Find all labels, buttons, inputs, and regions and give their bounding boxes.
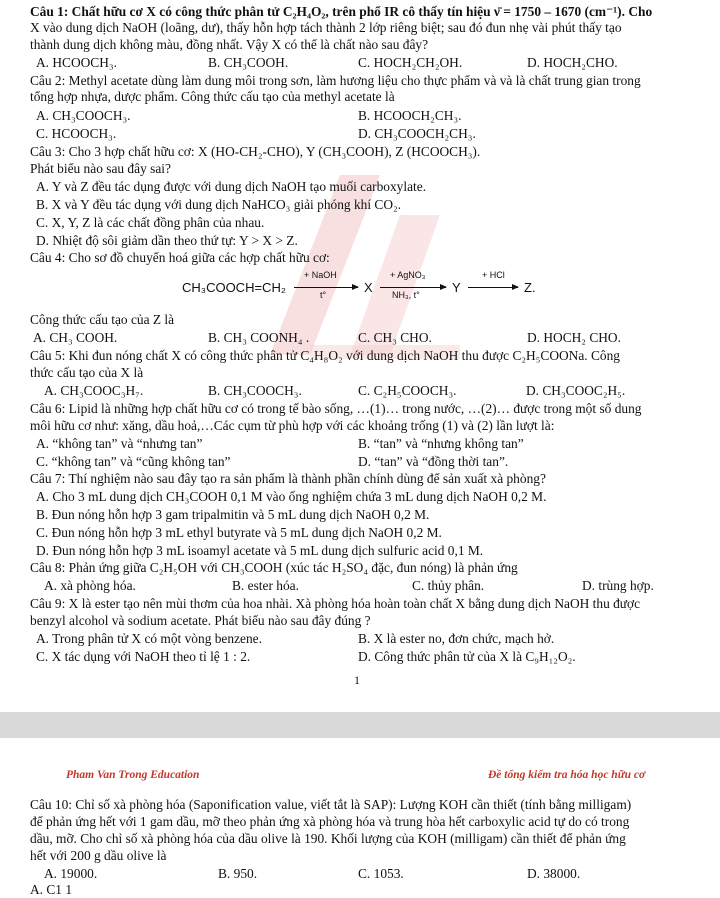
- q1-option-b[interactable]: B. CH₃COOH.: [208, 55, 289, 70]
- q10-text-line3: dầu, mỡ. Cho chỉ số xà phòng hóa của dầu olive là 190. Khối lượng của KOH (milligam) cần thiết để phản ứng: [30, 831, 626, 846]
- scheme-reagent-3: + HCl: [482, 270, 505, 280]
- q6-option-a[interactable]: A. “không tan” và “nhưng tan”: [36, 436, 203, 451]
- q5-option-c[interactable]: C. C₂H₅COOCH₃.: [358, 383, 457, 398]
- page-number: 1: [354, 673, 360, 687]
- q4-text-line2: Công thức cấu tạo của Z là: [30, 312, 175, 327]
- scheme-reagent-2: + AgNO₃: [390, 270, 426, 280]
- scheme-z: Z.: [524, 280, 536, 295]
- q4-option-b[interactable]: B. CH₃ COONH₄ .: [208, 330, 310, 345]
- scheme-start-compound: CH₃COOCH=CH₂: [182, 280, 286, 295]
- scheme-reagent-1: + NaOH: [304, 270, 337, 280]
- q5-text-line1: Câu 5: Khi đun nóng chất X có công thức phân tử C₄H₈O₂ với dung dịch NaOH thu được C₂H₅COONa. Công: [30, 348, 620, 363]
- q4-text-line1: Câu 4: Cho sơ đồ chuyển hoá giữa các hợp chất hữu cơ:: [30, 250, 330, 265]
- q7-option-b[interactable]: B. Đun nóng hỗn hợp 3 gam tripalmitin và 5 mL dung dịch NaOH 0,2 M.: [36, 507, 430, 522]
- q8-option-d[interactable]: D. trùng hợp.: [582, 578, 654, 593]
- q9-text-line2: benzyl alcohol và sodium acetate. Phát biểu nào sau đây đúng ?: [30, 613, 371, 628]
- scheme-y: Y: [452, 280, 461, 295]
- q1-stem: Câu 1: Chất hữu cơ X có công thức phân tử C₂H₄O₂, trên phổ IR cô thấy tín hiệu ν̄ = 1750 – 1670 (cm⁻¹). Cho: [30, 4, 653, 19]
- q5-option-d[interactable]: D. CH₃COOC₂H₅.: [526, 383, 626, 398]
- q8-option-a[interactable]: A. xà phòng hóa.: [44, 578, 136, 593]
- q3-text-line2: Phát biểu nào sau đây sai?: [30, 161, 171, 176]
- scheme-x: X: [364, 280, 373, 295]
- q4-option-a[interactable]: A. CH₃ COOH.: [33, 330, 118, 345]
- page-gap: [0, 712, 720, 738]
- q11-partial-line: A. C1 1: [30, 882, 73, 897]
- q3-option-a[interactable]: A. Y và Z đều tác dụng được với dung dịch NaOH tạo muối carboxylate.: [36, 179, 427, 194]
- q7-option-c[interactable]: C. Đun nóng hỗn hợp 3 mL ethyl butyrate và 5 mL dung dịch NaOH 0,2 M.: [36, 525, 442, 540]
- q4-option-d[interactable]: D. HOCH₂ CHO.: [527, 330, 621, 345]
- q5-text-line2: thức cấu tạo của X là: [30, 365, 144, 380]
- scheme-condition-1: t°: [320, 290, 327, 300]
- q10-option-d[interactable]: D. 38000.: [527, 866, 581, 881]
- q1-option-c[interactable]: C. HOCH₂CH₂OH.: [358, 55, 463, 70]
- q9-option-c[interactable]: C. X tác dụng với NaOH theo tỉ lệ 1 : 2.: [36, 649, 251, 664]
- q9-option-a[interactable]: A. Trong phân tử X có một vòng benzene.: [36, 631, 262, 646]
- q2-option-d[interactable]: D. CH₃COOCH₂CH₃.: [358, 126, 476, 141]
- q3-option-c[interactable]: C. X, Y, Z là các chất đồng phân của nhau.: [36, 215, 265, 230]
- q10-text-line4: hết với 200 g dầu olive là: [30, 848, 167, 863]
- q9-option-d[interactable]: D. Công thức phân tử của X là C₉H₁₂O₂.: [358, 649, 576, 664]
- header-left: Pham Van Trong Education: [66, 769, 200, 781]
- scheme-condition-2: NH₃, t°: [392, 290, 420, 300]
- q1-option-d[interactable]: D. HOCH₂CHO.: [527, 55, 618, 70]
- q1-text-line2: X vào dung dịch NaOH (loãng, dư), thấy hỗn hợp tách thành 2 lớp riêng biệt; sau đó đun nhẹ vài phút thấy tạo: [30, 20, 622, 35]
- q6-option-b[interactable]: B. “tan” và “nhưng không tan”: [358, 436, 524, 451]
- q1-text-line1: [30, 4, 702, 20]
- q9-text-line1: Câu 9: X là ester tạo nên mùi thơm của hoa nhài. Xà phòng hóa hoàn toàn chất X bằng dung dịch NaOH thu được: [30, 596, 641, 611]
- q8-option-b[interactable]: B. ester hóa.: [232, 578, 299, 593]
- q2-option-b[interactable]: B. HCOOCH₂CH₃.: [358, 108, 462, 123]
- q10-text-line2: để phản ứng hết với 1 gam dầu, mỡ theo phản ứng xà phòng hóa và trung hòa hết carboxylic acid tự do có trong: [30, 814, 630, 829]
- q7-option-d[interactable]: D. Đun nóng hỗn hợp 3 mL isoamyl acetate và 5 mL dung dịch sulfuric acid 0,1 M.: [36, 543, 484, 558]
- q7-option-a[interactable]: A. Cho 3 mL dung dịch CH₃COOH 0,1 M vào ống nghiệm chứa 3 mL dung dịch NaOH 0,2 M.: [36, 489, 547, 504]
- q6-text-line2: môi hữu cơ như: xăng, dầu hoả,…Các cụm từ phù hợp với các khoảng trống (1) và (2) lần lượt là:: [30, 418, 555, 433]
- q3-option-d[interactable]: D. Nhiệt độ sôi giảm dần theo thứ tự: Y > X > Z.: [36, 233, 298, 248]
- q1-text-line3: thành dung dịch không màu, đồng nhất. Vậy X có thể là chất nào sau đây?: [30, 37, 429, 52]
- q5-option-a[interactable]: A. CH₃COOC₃H₇.: [44, 383, 144, 398]
- q5-option-b[interactable]: B. CH₃COOCH₃.: [208, 383, 302, 398]
- q8-option-c[interactable]: C. thủy phân.: [412, 578, 485, 593]
- q8-text-line1: Câu 8: Phản ứng giữa C₂H₅OH với CH₃COOH (xúc tác H₂SO₄ đặc, đun nóng) là phản ứng: [30, 560, 518, 575]
- q2-text-line2: tổng hợp nhựa, dược phẩm. Công thức cấu tạo của methyl acetate là: [30, 89, 395, 104]
- q2-text-line1: Câu 2: Methyl acetate dùng làm dung môi trong sơn, làm hương liệu cho thực phẩm và và là chất trung gian trong: [30, 73, 641, 88]
- q10-option-a[interactable]: A. 19000.: [44, 866, 98, 881]
- q10-option-c[interactable]: C. 1053.: [358, 866, 404, 881]
- q6-option-c[interactable]: C. “không tan” và “cũng không tan”: [36, 454, 231, 469]
- q10-option-b[interactable]: B. 950.: [218, 866, 258, 881]
- q9-option-b[interactable]: B. X là ester no, đơn chức, mạch hở.: [358, 631, 555, 646]
- q2-option-c[interactable]: C. HCOOCH₃.: [36, 126, 117, 141]
- arrow-2: [380, 287, 446, 288]
- arrow-1: [294, 287, 358, 288]
- q4-option-c[interactable]: C. CH₃ CHO.: [358, 330, 432, 345]
- q2-option-a[interactable]: A. CH₃COOCH₃.: [36, 108, 131, 123]
- q1-option-a[interactable]: A. HCOOCH₃.: [36, 55, 117, 70]
- arrow-3: [468, 287, 518, 288]
- q6-text-line1: Câu 6: Lipid là những hợp chất hữu cơ có trong tế bào sống, …(1)… trong nước, …(2)… được trong một số dung: [30, 401, 642, 416]
- q3-text-line1: Câu 3: Cho 3 hợp chất hữu cơ: X (HO-CH₂-CHO), Y (CH₃COOH), Z (HCOOCH₃).: [30, 144, 481, 159]
- q3-option-b[interactable]: B. X và Y đều tác dụng với dung dịch NaHCO₃ giải phóng khí CO₂.: [36, 197, 402, 212]
- q10-text-line1: Câu 10: Chỉ số xà phòng hóa (Saponification value, viết tắt là SAP): Lượng KOH cần thiết (tính bằng milligam): [30, 797, 632, 812]
- q6-option-d[interactable]: D. “tan” và “đồng thời tan”.: [358, 454, 509, 469]
- header-right: Đề tổng kiểm tra hóa học hữu cơ: [488, 769, 646, 781]
- q7-text-line1: Câu 7: Thí nghiệm nào sau đây tạo ra sản phẩm là thành phần chính dùng để sản xuất xà phòng?: [30, 471, 546, 486]
